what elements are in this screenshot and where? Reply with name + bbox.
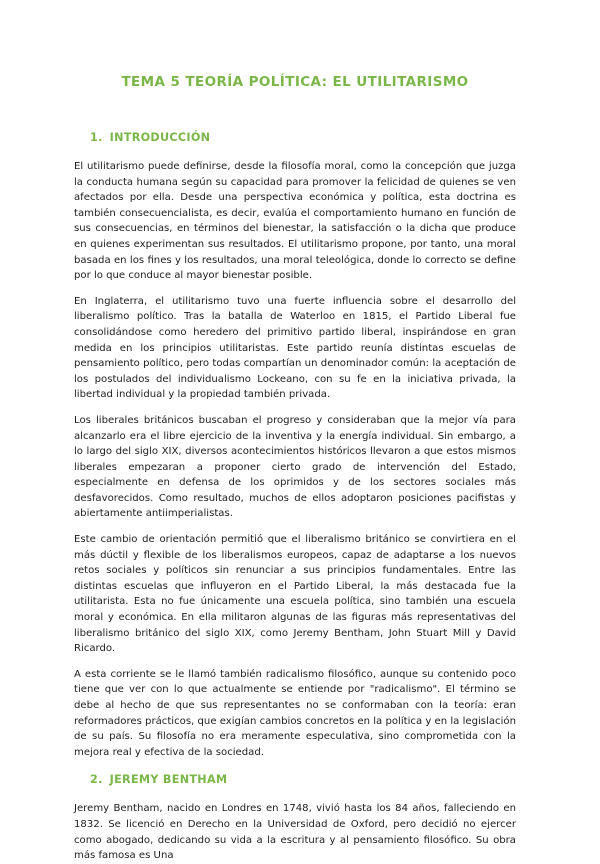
paragraph: Este cambio de orientación permitió que el liberalismo británico se convirtiera en el más dúctil y flexible de los liberalismos europeos, capaz de adaptarse a los nuevos retos sociales y políticos sin renunciar a sus principios fundamentales. Entre las distintas escuelas que influyeron en el Partido Liberal, la más destacada fue la utilitarista. Esta no fue únicamente una escuela política, sino también una escuela moral y económica. En ella militaron algunas de las figuras más representativas del liberalismo británico del siglo XIX, como Jeremy Bentham, John Stuart Mill y David Ricardo. xyxy=(74,534,516,655)
paragraph: A esta corriente se le llamó también radicalismo filosófico, aunque su contenido poco tiene que ver con lo que actualmente se entiende por "radicalismo". El término se debe al hecho de que sus representantes no se conformaban con la teoría: eran reformadores prácticos, que exigían cambios concretos en la política y en la legislación de su país. Su filosofía no era meramente especulativa, sino comprometida con la mejora real y efectiva de la sociedad. xyxy=(74,668,516,758)
document-title: TEMA 5 TEORÍA POLÍTICA: EL UTILITARISMO xyxy=(121,74,469,90)
paragraph: Los liberales británicos buscaban el progreso y consideraban que la mejor vía para alcanzarlo era el libre ejercicio de la inventiva y la energía individual. Sin embargo, a lo largo del siglo XIX, diversos acontecimientos históricos llevaron a que estos mismos liberales empezaran a proponer cierto grado de intervención del Estado, especialmente en defensa de los oprimidos y de los sectores sociales más desfavorecidos. Como resultado, muchos de ellos adoptaron posiciones pacifistas y abiertamente antiimperialistas. xyxy=(74,414,516,520)
section-jeremy-bentham xyxy=(74,772,516,863)
section-title: INTRODUCCIÓN xyxy=(109,131,211,144)
section-title: JEREMY BENTHAM xyxy=(109,773,228,787)
paragraph: Jeremy Bentham, nacido en Londres en 1748, vivió hasta los 84 años, falleciendo en 1832. Se licenció en Derecho en la Universidad de Oxford, pero decidió no ejercer como abogado, dedicando su vida a la escritura y al pensamiento filosófico. Su obra más famosa es Una xyxy=(74,803,516,862)
section-introduccion xyxy=(74,130,516,760)
section-number: 2. xyxy=(90,773,103,787)
section-heading xyxy=(90,130,516,146)
section-number: 1. xyxy=(90,131,103,144)
section-heading xyxy=(90,772,516,788)
paragraph: El utilitarismo puede definirse, desde la filosofía moral, como la concepción que juzga la conducta humana según su capacidad para promover la felicidad de quienes se ven afectados por ella. Desde una perspectiva económica y política, esta doctrina es también consecuencialista, es decir, evalúa el comportamiento humano en función de sus consecuencias, en términos del bienestar, la satisfacción o la dicha que produce en quienes experimentan sus resultados. El utilitarismo propone, por tanto, una moral basada en los fines y los resultados, una moral teleológica, donde lo correcto se define por lo que conduce al mayor bienestar posible. xyxy=(74,161,516,282)
paragraph: En Inglaterra, el utilitarismo tuvo una fuerte influencia sobre el desarrollo del liberalismo político. Tras la batalla de Waterloo en 1815, el Partido Liberal fue consolidándose como heredero del primitivo partido liberal, inspirándose en gran medida en los principios utilitaristas. Este partido reunía distintas escuelas de pensamiento político, pero todas compartían un denominador común: la aceptación de los postulados del individualismo Lockeano, con su fe en la iniciativa privada, la libertad individual y la propiedad también privada. xyxy=(74,295,516,401)
